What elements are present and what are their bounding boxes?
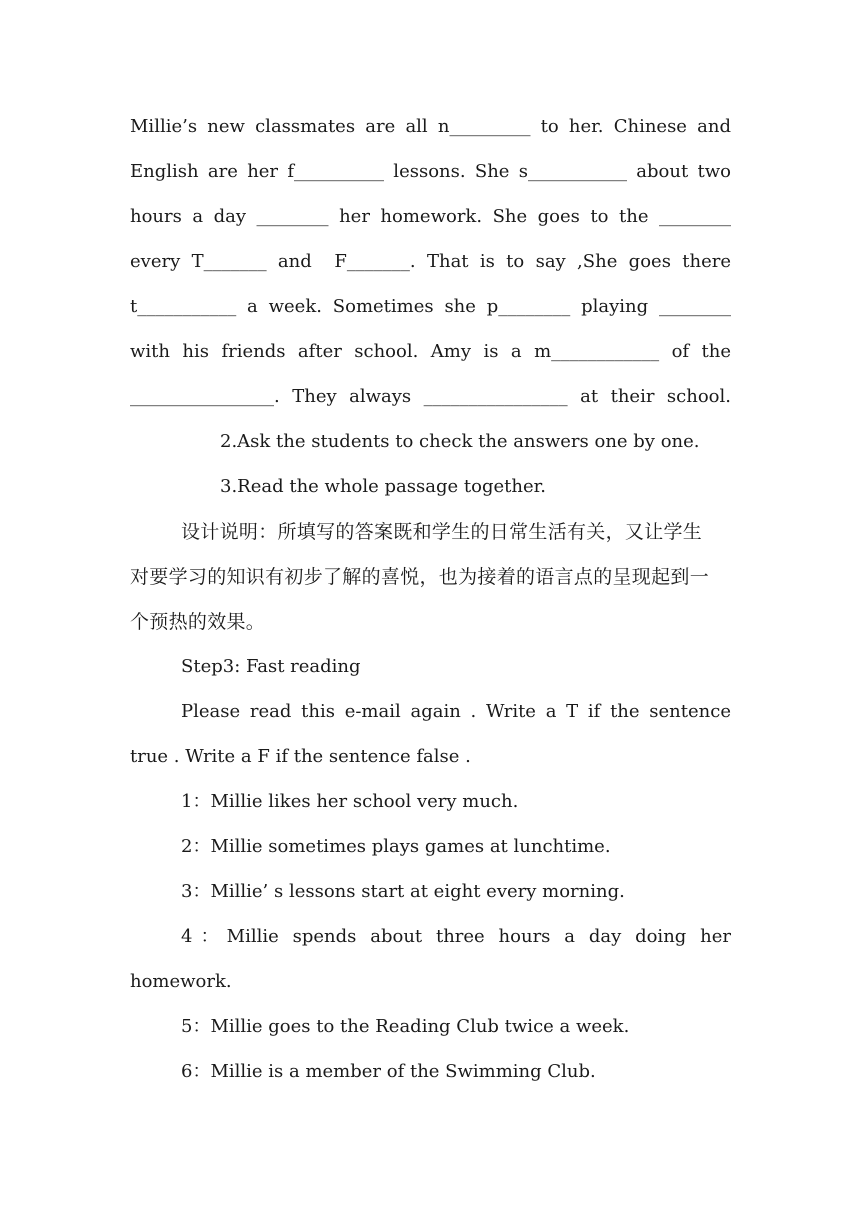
passage-line-3: hours a day ________ her homework. She goes to the ________	[130, 206, 731, 227]
step3-heading: Step3: Fast reading	[181, 656, 361, 677]
design-note-line-2: 对要学习的知识有初步了解的喜悦，也为接着的语言点的呈现起到一	[130, 566, 710, 588]
statement-1: 1：Millie likes her school very much.	[181, 791, 519, 812]
step-2-text: 2.Ask the students to check the answers one by one.	[220, 431, 700, 452]
statement-2: 2：Millie sometimes plays games at lunchtime.	[181, 836, 611, 857]
step-3-text: 3.Read the whole passage together.	[220, 476, 546, 497]
passage-line-5: t___________ a week. Sometimes she p________ playing ________	[130, 296, 731, 317]
statement-4-continued: homework.	[130, 971, 232, 992]
statement-5: 5：Millie goes to the Reading Club twice a week.	[181, 1016, 630, 1037]
statement-3: 3：Millie’ s lessons start at eight every morning.	[181, 881, 625, 902]
statement-4: 4：Millie spends about three hours a day doing her	[181, 926, 731, 947]
instruction-line-1: Please read this e-mail again . Write a T if the sentence	[181, 701, 731, 722]
passage-line-1: Millie’s new classmates are all n_________ to her. Chinese and	[130, 116, 731, 137]
statement-6: 6：Millie is a member of the Swimming Club.	[181, 1061, 596, 1082]
passage-line-6: with his friends after school. Amy is a m____________ of the	[130, 341, 731, 362]
passage-line-7: ________________. They always ________________ at their school.	[130, 386, 731, 407]
passage-line-4: every T_______ and F_______. That is to say ,She goes there	[130, 251, 731, 272]
design-note-line-1: 设计说明：所填写的答案既和学生的日常生活有关，又让学生	[181, 521, 703, 543]
passage-line-2: English are her f__________ lessons. She s___________ about two	[130, 161, 731, 182]
design-note-line-3: 个预热的效果。	[130, 611, 266, 633]
instruction-line-2: true . Write a F if the sentence false .	[130, 746, 471, 767]
